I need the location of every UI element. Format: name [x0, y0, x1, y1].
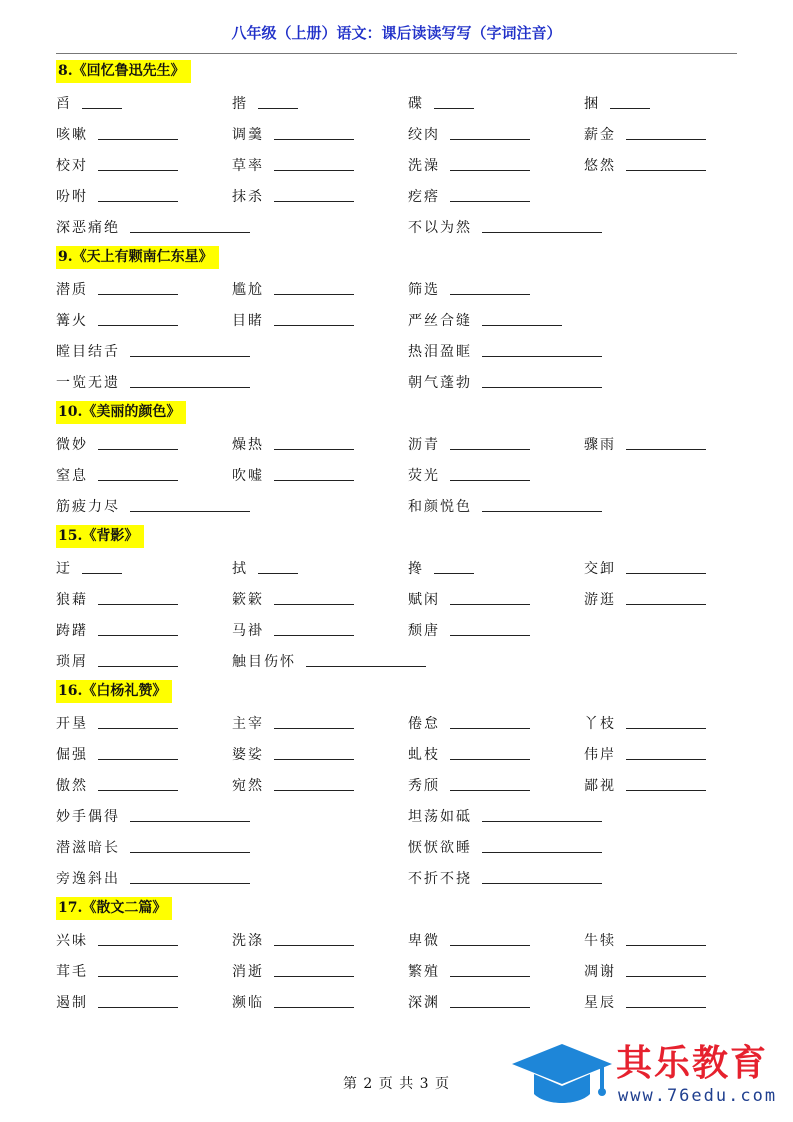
- answer-blank[interactable]: [626, 159, 706, 171]
- word-text: 倔强: [56, 746, 88, 763]
- answer-blank[interactable]: [98, 965, 178, 977]
- word-text: 吹嘘: [232, 467, 264, 484]
- word-row: [56, 831, 737, 862]
- word-row: [56, 304, 737, 335]
- answer-blank[interactable]: [130, 221, 250, 233]
- word-text: 踌躇: [56, 622, 88, 639]
- word-text: 交卸: [584, 560, 616, 577]
- word-item: [232, 273, 354, 304]
- word-text: 舀: [56, 95, 72, 112]
- word-text: 沥青: [408, 436, 440, 453]
- answer-blank[interactable]: [98, 190, 178, 202]
- word-text: 傲然: [56, 777, 88, 794]
- word-item: [56, 459, 178, 490]
- answer-blank[interactable]: [626, 996, 706, 1008]
- word-item: [232, 614, 354, 645]
- word-item: [232, 118, 354, 149]
- word-item: [408, 118, 530, 149]
- word-item: [232, 738, 354, 769]
- word-item: [232, 149, 354, 180]
- answer-blank[interactable]: [98, 159, 178, 171]
- word-item: [584, 955, 706, 986]
- word-item: [408, 831, 602, 862]
- word-text: 簌簌: [232, 591, 264, 608]
- answer-blank[interactable]: [98, 314, 178, 326]
- answer-blank[interactable]: [130, 810, 250, 822]
- answer-blank[interactable]: [274, 779, 354, 791]
- word-item: [56, 490, 250, 521]
- word-text: 一览无遗: [56, 374, 120, 391]
- word-text: 兴味: [56, 932, 88, 949]
- word-item: [56, 862, 250, 893]
- answer-blank[interactable]: [98, 469, 178, 481]
- word-text: 微妙: [56, 436, 88, 453]
- section-title: [56, 242, 737, 273]
- word-text: 不以为然: [408, 219, 472, 236]
- word-text: 丫枝: [584, 715, 616, 732]
- word-row: [56, 87, 737, 118]
- page-number: 第 2 页 共 3 页: [342, 1076, 451, 1092]
- word-item: [56, 211, 250, 242]
- word-text: 吩咐: [56, 188, 88, 205]
- answer-blank[interactable]: [450, 717, 530, 729]
- section-title: [56, 676, 737, 707]
- word-text: 燥热: [232, 436, 264, 453]
- answer-blank[interactable]: [130, 841, 250, 853]
- answer-blank[interactable]: [434, 97, 474, 109]
- answer-blank[interactable]: [258, 562, 298, 574]
- word-item: [408, 211, 602, 242]
- word-text: 洗涤: [232, 932, 264, 949]
- answer-blank[interactable]: [626, 965, 706, 977]
- answer-blank[interactable]: [306, 655, 426, 667]
- word-row: [56, 335, 737, 366]
- word-text: 消逝: [232, 963, 264, 980]
- answer-blank[interactable]: [482, 841, 602, 853]
- word-text: 调羹: [232, 126, 264, 143]
- answer-blank[interactable]: [482, 345, 602, 357]
- word-item: [408, 149, 530, 180]
- word-text: 抹杀: [232, 188, 264, 205]
- word-item: [232, 924, 354, 955]
- section-title: [56, 397, 737, 428]
- word-item: [56, 707, 178, 738]
- word-item: [408, 986, 530, 1017]
- section-title-text: 10.《美丽的颜色》: [56, 401, 186, 424]
- word-item: [584, 924, 706, 955]
- word-item: [584, 118, 706, 149]
- word-row: [56, 800, 737, 831]
- word-item: [56, 428, 178, 459]
- word-item: [56, 552, 122, 583]
- word-row: [56, 862, 737, 893]
- word-text: 悠然: [584, 157, 616, 174]
- word-text: 卑微: [408, 932, 440, 949]
- answer-blank[interactable]: [98, 996, 178, 1008]
- word-item: [408, 955, 530, 986]
- word-text: 濒临: [232, 994, 264, 1011]
- answer-blank[interactable]: [98, 748, 178, 760]
- word-item: [56, 986, 178, 1017]
- word-text: 宛然: [232, 777, 264, 794]
- answer-blank[interactable]: [274, 438, 354, 450]
- word-text: 遏制: [56, 994, 88, 1011]
- word-item: [232, 583, 354, 614]
- word-item: [56, 800, 250, 831]
- word-text: 瞠目结舌: [56, 343, 120, 360]
- section-title: [56, 521, 737, 552]
- word-item: [56, 738, 178, 769]
- answer-blank[interactable]: [274, 190, 354, 202]
- answer-blank[interactable]: [482, 810, 602, 822]
- word-item: [56, 304, 178, 335]
- word-item: [408, 180, 530, 211]
- word-item: [232, 552, 298, 583]
- answer-blank[interactable]: [482, 872, 602, 884]
- word-text: 繁殖: [408, 963, 440, 980]
- word-text: 拭: [232, 560, 248, 577]
- word-text: 深恶痛绝: [56, 219, 120, 236]
- word-text: 婆娑: [232, 746, 264, 763]
- answer-blank[interactable]: [98, 624, 178, 636]
- section-title-text: 16.《白杨礼赞》: [56, 680, 172, 703]
- answer-blank[interactable]: [98, 128, 178, 140]
- answer-blank[interactable]: [274, 934, 354, 946]
- answer-blank[interactable]: [482, 314, 562, 326]
- answer-blank[interactable]: [450, 779, 530, 791]
- word-text: 潜质: [56, 281, 88, 298]
- word-text: 深渊: [408, 994, 440, 1011]
- word-text: 秀颀: [408, 777, 440, 794]
- answer-blank[interactable]: [274, 128, 354, 140]
- word-item: [56, 924, 178, 955]
- word-text: 篝火: [56, 312, 88, 329]
- answer-blank[interactable]: [626, 438, 706, 450]
- word-item: [584, 428, 706, 459]
- word-item: [232, 707, 354, 738]
- word-item: [408, 614, 530, 645]
- answer-blank[interactable]: [450, 190, 530, 202]
- word-row: [56, 273, 737, 304]
- answer-blank[interactable]: [98, 438, 178, 450]
- word-text: 荧光: [408, 467, 440, 484]
- word-item: [56, 583, 178, 614]
- word-item: [56, 366, 250, 397]
- word-row: [56, 366, 737, 397]
- answer-blank[interactable]: [258, 97, 298, 109]
- word-text: 坦荡如砥: [408, 808, 472, 825]
- word-item: [408, 552, 474, 583]
- word-text: 恹恹欲睡: [408, 839, 472, 856]
- word-item: [408, 87, 474, 118]
- word-item: [232, 955, 354, 986]
- answer-blank[interactable]: [626, 779, 706, 791]
- word-item: [408, 335, 602, 366]
- word-text: 狼藉: [56, 591, 88, 608]
- word-text: 骤雨: [584, 436, 616, 453]
- answer-blank[interactable]: [98, 934, 178, 946]
- word-text: 碟: [408, 95, 424, 112]
- answer-blank[interactable]: [626, 934, 706, 946]
- answer-blank[interactable]: [274, 624, 354, 636]
- answer-blank[interactable]: [98, 655, 178, 667]
- answer-blank[interactable]: [626, 717, 706, 729]
- word-row: [56, 118, 737, 149]
- word-text: 琐屑: [56, 653, 88, 670]
- word-text: 草率: [232, 157, 264, 174]
- answer-blank[interactable]: [274, 593, 354, 605]
- word-item: [408, 459, 530, 490]
- word-text: 朝气蓬勃: [408, 374, 472, 391]
- word-text: 咳嗽: [56, 126, 88, 143]
- word-item: [232, 180, 354, 211]
- answer-blank[interactable]: [434, 562, 474, 574]
- word-row: [56, 459, 737, 490]
- answer-blank[interactable]: [450, 438, 530, 450]
- answer-blank[interactable]: [450, 748, 530, 760]
- answer-blank[interactable]: [274, 748, 354, 760]
- word-item: [408, 366, 602, 397]
- word-row: [56, 490, 737, 521]
- word-item: [232, 304, 354, 335]
- word-text: 伟岸: [584, 746, 616, 763]
- word-text: 鄙视: [584, 777, 616, 794]
- answer-blank[interactable]: [626, 593, 706, 605]
- section-title-text: 9.《天上有颗南仁东星》: [56, 246, 219, 269]
- answer-blank[interactable]: [626, 128, 706, 140]
- answer-blank[interactable]: [626, 562, 706, 574]
- word-row: [56, 211, 737, 242]
- word-text: 主宰: [232, 715, 264, 732]
- answer-blank[interactable]: [130, 376, 250, 388]
- word-item: [56, 955, 178, 986]
- answer-blank[interactable]: [450, 934, 530, 946]
- page-title: 八年级（上册）语文：课后读读写写（字词注音）: [231, 24, 562, 42]
- word-item: [56, 273, 178, 304]
- answer-blank[interactable]: [82, 562, 122, 574]
- word-text: 倦怠: [408, 715, 440, 732]
- answer-blank[interactable]: [450, 128, 530, 140]
- word-item: [584, 583, 706, 614]
- word-item: [584, 986, 706, 1017]
- word-item: [584, 552, 706, 583]
- brand-logo: [510, 1038, 785, 1112]
- word-item: [408, 769, 530, 800]
- brand-name: 其乐教育: [616, 1043, 769, 1084]
- word-item: [408, 924, 530, 955]
- word-item: [232, 87, 298, 118]
- word-text: 茸毛: [56, 963, 88, 980]
- word-item: [232, 769, 354, 800]
- word-text: 迂: [56, 560, 72, 577]
- answer-blank[interactable]: [626, 748, 706, 760]
- header-divider: [56, 53, 737, 54]
- word-item: [232, 986, 354, 1017]
- word-item: [584, 87, 650, 118]
- word-item: [56, 87, 122, 118]
- word-text: 校对: [56, 157, 88, 174]
- word-text: 妙手偶得: [56, 808, 120, 825]
- answer-blank[interactable]: [450, 593, 530, 605]
- answer-blank[interactable]: [82, 97, 122, 109]
- answer-blank[interactable]: [130, 345, 250, 357]
- answer-blank[interactable]: [274, 965, 354, 977]
- word-item: [56, 645, 178, 676]
- word-row: [56, 180, 737, 211]
- word-item: [232, 428, 354, 459]
- word-row: [56, 614, 737, 645]
- answer-blank[interactable]: [98, 779, 178, 791]
- answer-blank[interactable]: [482, 221, 602, 233]
- word-item: [56, 831, 250, 862]
- worksheet-body: [56, 56, 737, 1017]
- word-text: 筋疲力尽: [56, 498, 120, 515]
- word-item: [56, 335, 250, 366]
- word-item: [408, 490, 602, 521]
- word-item: [408, 738, 530, 769]
- word-row: [56, 645, 737, 676]
- word-row: [56, 707, 737, 738]
- word-text: 触目伤怀: [232, 653, 296, 670]
- brand-url: www.76edu.com: [618, 1086, 778, 1106]
- word-item: [56, 614, 178, 645]
- answer-blank[interactable]: [482, 500, 602, 512]
- answer-blank[interactable]: [450, 469, 530, 481]
- word-text: 潜滋暗长: [56, 839, 120, 856]
- word-text: 筛选: [408, 281, 440, 298]
- word-item: [408, 862, 602, 893]
- answer-blank[interactable]: [482, 376, 602, 388]
- answer-blank[interactable]: [610, 97, 650, 109]
- word-text: 马褂: [232, 622, 264, 639]
- answer-blank[interactable]: [98, 283, 178, 295]
- word-text: 热泪盈眶: [408, 343, 472, 360]
- word-text: 开垦: [56, 715, 88, 732]
- word-text: 目睹: [232, 312, 264, 329]
- answer-blank[interactable]: [274, 314, 354, 326]
- word-item: [408, 583, 530, 614]
- word-item: [584, 149, 706, 180]
- word-item: [56, 180, 178, 211]
- word-text: 绞肉: [408, 126, 440, 143]
- word-text: 薪金: [584, 126, 616, 143]
- answer-blank[interactable]: [450, 996, 530, 1008]
- word-row: [56, 738, 737, 769]
- word-text: 捆: [584, 95, 600, 112]
- word-item: [408, 273, 530, 304]
- answer-blank[interactable]: [274, 717, 354, 729]
- word-item: [408, 707, 530, 738]
- word-item: [56, 118, 178, 149]
- word-row: [56, 552, 737, 583]
- word-row: [56, 583, 737, 614]
- word-row: [56, 955, 737, 986]
- word-item: [584, 707, 706, 738]
- word-item: [408, 428, 530, 459]
- answer-blank[interactable]: [274, 283, 354, 295]
- answer-blank[interactable]: [274, 159, 354, 171]
- answer-blank[interactable]: [98, 593, 178, 605]
- answer-blank[interactable]: [450, 283, 530, 295]
- word-row: [56, 769, 737, 800]
- word-text: 搀: [408, 560, 424, 577]
- word-item: [408, 800, 602, 831]
- word-text: 旁逸斜出: [56, 870, 120, 887]
- word-row: [56, 428, 737, 459]
- word-item: [232, 645, 426, 676]
- answer-blank[interactable]: [274, 996, 354, 1008]
- answer-blank[interactable]: [450, 624, 530, 636]
- section-title: [56, 56, 737, 87]
- word-text: 严丝合缝: [408, 312, 472, 329]
- word-text: 牛犊: [584, 932, 616, 949]
- word-text: 不折不挠: [408, 870, 472, 887]
- graduation-cap-icon: [510, 1038, 614, 1112]
- word-row: [56, 149, 737, 180]
- word-text: 尴尬: [232, 281, 264, 298]
- answer-blank[interactable]: [130, 872, 250, 884]
- answer-blank[interactable]: [98, 717, 178, 729]
- word-text: 赋闲: [408, 591, 440, 608]
- word-item: [408, 304, 562, 335]
- answer-blank[interactable]: [274, 469, 354, 481]
- answer-blank[interactable]: [450, 965, 530, 977]
- word-text: 和颜悦色: [408, 498, 472, 515]
- section-title-text: 17.《散文二篇》: [56, 897, 172, 920]
- word-text: 窒息: [56, 467, 88, 484]
- word-item: [584, 738, 706, 769]
- word-item: [584, 769, 706, 800]
- word-text: 颓唐: [408, 622, 440, 639]
- word-item: [56, 769, 178, 800]
- word-text: 虬枝: [408, 746, 440, 763]
- word-text: 凋谢: [584, 963, 616, 980]
- word-item: [56, 149, 178, 180]
- word-row: [56, 924, 737, 955]
- word-item: [232, 459, 354, 490]
- section-title-text: 8.《回忆鲁迅先生》: [56, 60, 191, 83]
- answer-blank[interactable]: [450, 159, 530, 171]
- word-text: 游逛: [584, 591, 616, 608]
- word-text: 揩: [232, 95, 248, 112]
- section-title: [56, 893, 737, 924]
- word-text: 星辰: [584, 994, 616, 1011]
- word-text: 洗澡: [408, 157, 440, 174]
- word-row: [56, 986, 737, 1017]
- answer-blank[interactable]: [130, 500, 250, 512]
- word-text: 疙瘩: [408, 188, 440, 205]
- section-title-text: 15.《背影》: [56, 525, 144, 548]
